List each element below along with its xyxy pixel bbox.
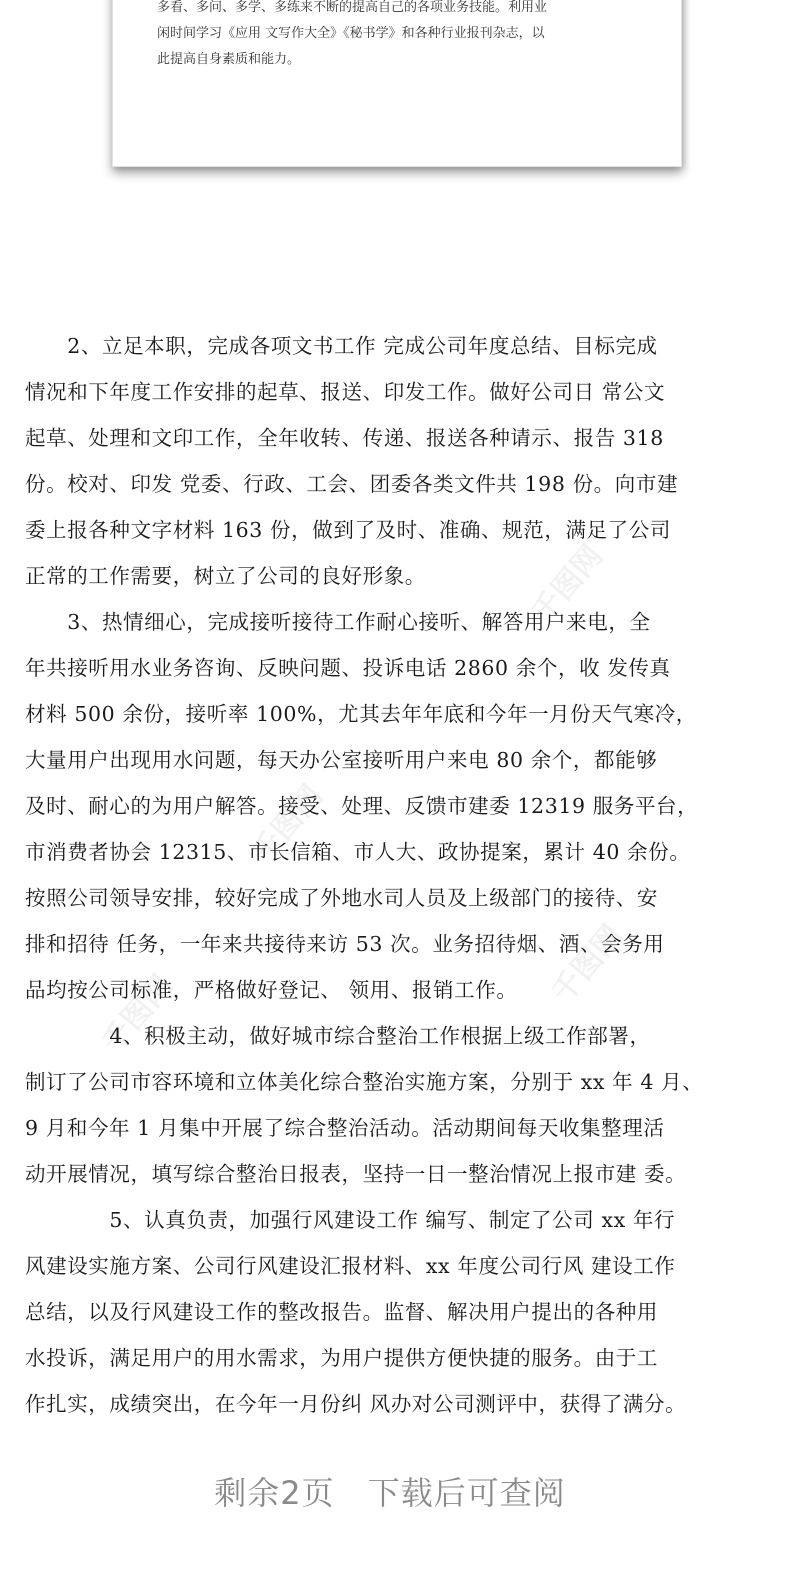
paragraph-section-3: 3、热情细心，完成接听接待工作耐心接听、解答用户来电，全 年共接听用水业务咨询、反映问题、投诉电话 2860 余个，收 发传真 材料 500 余份，接听率 100%，尤其去年年底和今年一月份天气寒冷， 大量用户出现用水问题，每天办公室接听用户来电 80 余个，都能够 及时、耐心的为用户解答。接受、处理、反馈市建委 12319 服务平台， 市消费者协会 12315、市长信箱、市人大、政协提案，累计 40 余份。 按照公司领导安排，较好完成了外地水司人员及上级部门的接待、安 排和招待 任务，一年来共接待来访 53 次。业务招待烟、酒、会务用 品均按公司标准，严格做好登记、 领用、报销工作。 xyxy=(25,610,699,1002)
remaining-pages-label: 剩余2页 xyxy=(214,1474,335,1512)
paragraph-section-2: 2、立足本职，完成各项文书工作 完成公司年度总结、目标完成 情况和下年度工作安排的起草、报送、印发工作。做好公司日 常公文 起草、处理和文印工作，全年收转、传递、报送各种请示、报告 318 份。校对、印发 党委、行政、工会、团委各类文件共 198 份。向市建 委上报各种文字材料 163 份，做到了及时、准确、规范，满足了公司 正常的工作需要，树立了公司的良好形象。 xyxy=(25,334,679,588)
watermark: 千图网 xyxy=(245,778,331,870)
download-prompt[interactable] xyxy=(0,1468,780,1514)
watermark: 千图网 xyxy=(95,968,181,1060)
document-body xyxy=(25,323,777,1427)
download-to-view-label: 下载后可查阅 xyxy=(367,1474,566,1512)
paragraph-section-5: 5、认真负责，加强行风建设工作 编写、制定了公司 xx 年行 风建设实施方案、公司行风建设汇报材料、xx 年度公司行风 建设工作 总结，以及行风建设工作的整改报告。监督、解决用户提出的各种用 水投诉，满足用户的用水需求，为用户提供方便快捷的服务。由于工 作扎实，成绩突出，在今年一月份纠 风办对公司测评中，获得了满分。 xyxy=(25,1208,687,1416)
preview-page-text: 多看、多问、多学、多练来不断的提高自己的各项业务技能。利用业 闲时间学习《应用 文写作大全》《秘书学》和各种行业报刊杂志，以 此提高自身素质和能力。 xyxy=(157,0,548,67)
watermark: 千图网 xyxy=(545,918,631,1010)
watermark: 千图网 xyxy=(525,538,611,630)
paragraph-section-4: 4、积极主动，做好城市综合整治工作根据上级工作部署， 制订了公司市容环境和立体美化综合整治实施方案，分别于 xx 年 4 月、 9 月和今年 1 月集中开展了综合整治活动。活动期间每天收集整理活 动开展情况，填写综合整治日报表，坚持一日一整治情况上报市建 委。 xyxy=(25,1024,704,1186)
preview-page-card xyxy=(112,0,682,167)
